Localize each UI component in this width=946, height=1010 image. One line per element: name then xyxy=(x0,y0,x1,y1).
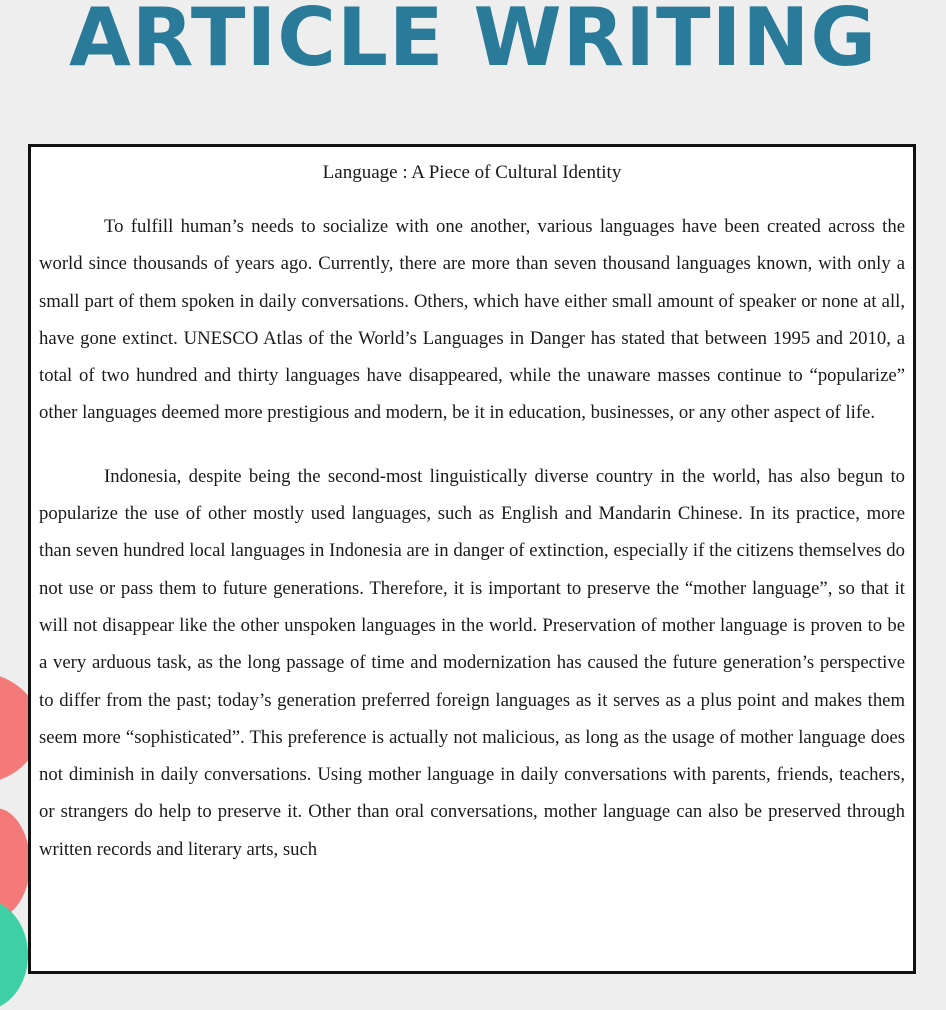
banner-title: ARTICLE WRITING xyxy=(68,0,877,84)
article-paragraph-1: To fulfill human’s needs to socialize with one another, various languages have been created across the world since thousands of years ago. Currently, there are more than seven thousand languages known, with only a small part of them spoken in daily conversations. Others, which have either small amount of speaker or none at all, have gone extinct. UNESCO Atlas of the World’s Languages in Danger has stated that between 1995 and 2010, a total of two hundred and thirty languages have disappeared, while the unaware masses continue to “popularize” other languages deemed more prestigious and modern, be it in education, businesses, or any other aspect of life. xyxy=(39,216,905,424)
article-document xyxy=(28,144,916,974)
article-paragraph-2: Indonesia, despite being the second-most linguistically diverse country in the world, has also begun to popularize the use of other mostly used languages, such as English and Mandarin Chinese. In its practice, more than seven hundred local languages in Indonesia are in danger of extinction, especially if the citizens themselves do not use or pass them to future generations. Therefore, it is important to preserve the “mother language”, so that it will not disappear like the other unspoken languages in the world. Preservation of mother language is proven to be a very arduous task, as the long passage of time and modernization has caused the future generation’s perspective to differ from the past; today’s generation preferred foreign languages as it serves as a plus point and makes them seem more “sophisticated”. This preference is actually not malicious, as long as the usage of mother language does not diminish in daily conversations. Using mother language in daily conversations with parents, friends, teachers, or strangers do help to preserve it. Other than oral conversations, mother language can also be preserved through written records and literary arts, such xyxy=(39,465,905,860)
article-heading: Language : A Piece of Cultural Identity xyxy=(322,162,622,183)
decorative-teal-shape xyxy=(0,900,28,1010)
decorative-red-shape xyxy=(0,808,30,918)
